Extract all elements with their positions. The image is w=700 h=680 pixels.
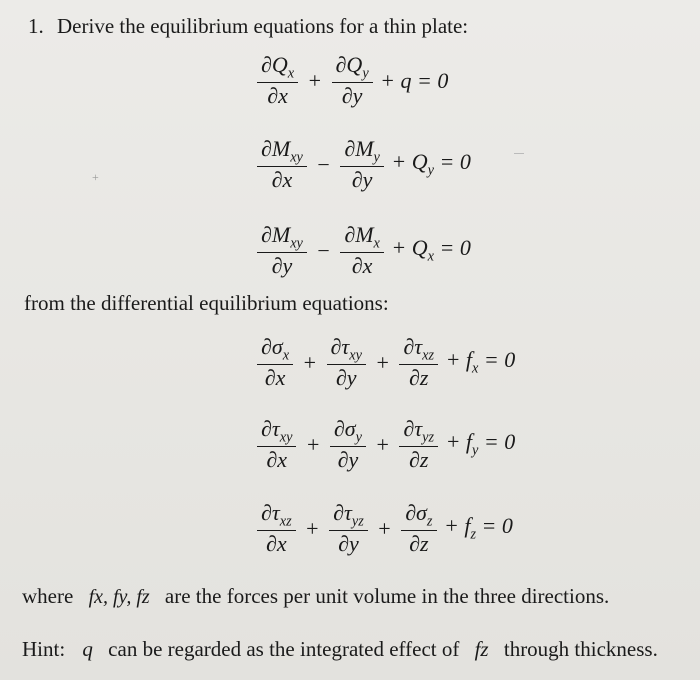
diff-equation-3: $\frac{\partial\tau_{xz}}{\partial x}$ + $\frac{\partial\tau_{yz}}{\partial y}$ + $\frac{\partial\sigma_z}{\partial z}$ + $f_z = 0$ xyxy=(255,500,513,557)
problem-heading xyxy=(28,14,468,39)
problem-number: 1. xyxy=(28,14,44,38)
hint-line: Hint: q can be regarded as the integrated effect of fz through thickness. xyxy=(22,637,658,661)
fraction-b: $\frac{\partial\tau_{yz}}{\partial y}$ xyxy=(329,500,368,557)
from-text: from the differential equilibrium equations: xyxy=(24,291,389,315)
stray-tick xyxy=(514,153,524,154)
problem-statement: Derive the equilibrium equations for a thin plate: xyxy=(57,14,469,38)
fraction-dQx-dx: $\frac{\partial Q_x}{\partial x}$ xyxy=(257,52,298,109)
diff-equation-1: $\frac{\partial\sigma_x}{\partial x}$ + $\frac{\partial\tau_{xy}}{\partial y}$ + $\frac{\partial\tau_{xz}}{\partial z}$ + $f_x = 0$ xyxy=(255,334,515,391)
fraction-dMxy-dx: $\frac{\partial M_{xy}}{\partial x}$ xyxy=(257,136,307,193)
fraction-a: $\frac{\partial\tau_{xz}}{\partial x}$ xyxy=(257,500,296,557)
fraction-a: $\frac{\partial\tau_{xy}}{\partial x}$ xyxy=(257,416,296,473)
fraction-b: $\frac{\partial\tau_{xy}}{\partial y}$ xyxy=(327,334,366,391)
fraction-c: $\frac{\partial\tau_{xz}}{\partial z}$ xyxy=(399,334,438,391)
where-symbols: fx, fy, fz xyxy=(88,586,150,608)
diff-equation-2: $\frac{\partial\tau_{xy}}{\partial x}$ + $\frac{\partial\sigma_y}{\partial y}$ + $\frac{\partial\tau_{yz}}{\partial z}$ + $f_y = 0$ xyxy=(255,416,515,473)
fraction-dQy-dy: $\frac{\partial Q_y}{\partial y}$ xyxy=(332,52,373,109)
stray-mark: + xyxy=(92,170,99,184)
plate-equation-2: $\frac{\partial M_{xy}}{\partial x}$ − $\frac{\partial M_y}{\partial y}$ + $Q_y = 0$ xyxy=(255,136,471,193)
fraction-a: $\frac{\partial\sigma_x}{\partial x}$ xyxy=(257,334,293,391)
plate-equation-1: $\frac{\partial Q_x}{\partial x}$ + $\frac{\partial Q_y}{\partial y}$ + q = 0 xyxy=(255,52,448,109)
fraction-c: $\frac{\partial\tau_{yz}}{\partial z}$ xyxy=(399,416,438,473)
where-line: where fx, fy, fz are the forces per unit volume in the three directions. xyxy=(22,584,610,608)
fraction-dMxy-dy: $\frac{\partial M_{xy}}{\partial y}$ xyxy=(257,222,307,279)
fraction-c: $\frac{\partial\sigma_z}{\partial z}$ xyxy=(401,500,436,557)
plate-equation-3: $\frac{\partial M_{xy}}{\partial y}$ − $\frac{\partial M_x}{\partial x}$ + $Q_x = 0$ xyxy=(255,222,471,279)
fraction-b: $\frac{\partial\sigma_y}{\partial y}$ xyxy=(330,416,366,473)
fraction-dMy-dy: $\frac{\partial M_y}{\partial y}$ xyxy=(340,136,384,193)
fraction-dMx-dx: $\frac{\partial M_x}{\partial x}$ xyxy=(340,222,384,279)
